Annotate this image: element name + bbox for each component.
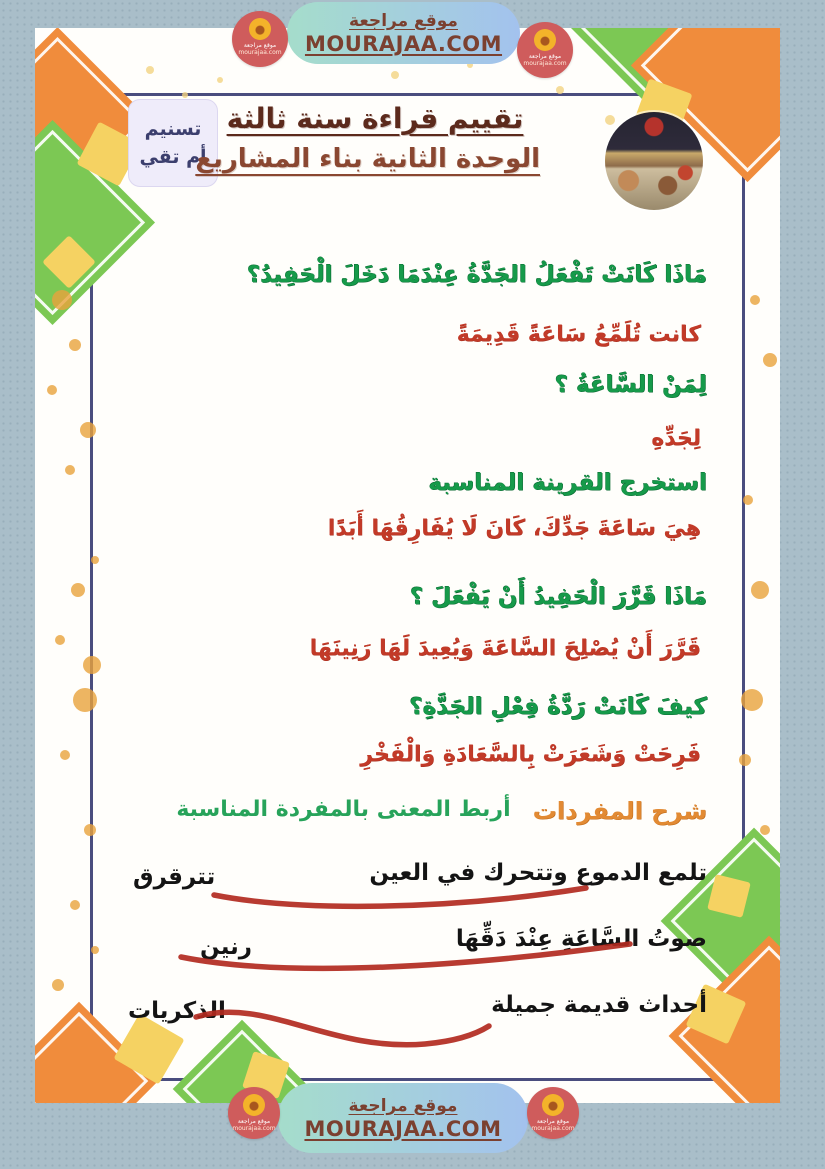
header-site-banner [287, 2, 520, 64]
answer-5: فَرِحَتْ وَشَعَرَتْ بِالسَّعَادَةِ وَالْفَخْرِ [360, 742, 701, 767]
vocab-section-instruction: أربط المعنى بالمفردة المناسبة [176, 797, 511, 822]
answer-1: كانت تُلَمِّعُ سَاعَةً قَدِيمَةً [456, 322, 701, 347]
mourajaa-logo [232, 11, 288, 67]
match-line-2 [181, 944, 630, 968]
logo-site-name: موقع مراجعة [536, 1118, 570, 1125]
student-name-line1: تسنيم [144, 117, 202, 140]
logo-domain: mourajaa.com [238, 48, 282, 56]
logo-site-name: موقع مراجعة [243, 42, 277, 49]
logo-site-name: موقع مراجعة [237, 1118, 271, 1125]
answer-2: لِجَدِّهِ [651, 426, 701, 451]
match-word-1: تترقرق [133, 864, 216, 890]
mourajaa-logo [228, 1087, 280, 1139]
match-line-3 [196, 1012, 489, 1045]
student-name-line2: أم تقي [139, 146, 207, 168]
mourajaa-logo [527, 1087, 579, 1139]
question-2: لِمَنْ السَّاعَةُ ؟ [554, 372, 707, 398]
logo-site-name: موقع مراجعة [528, 53, 562, 60]
match-line-1 [214, 888, 586, 906]
logo-domain: mourajaa.com [232, 1124, 276, 1132]
question-1: مَاذَا كَانَتْ تَفْعَلُ الجَدَّةُ عِنْدَمَا دَخَلَ الْحَفِيدُ؟ [246, 262, 707, 288]
logo-domain: mourajaa.com [531, 1124, 575, 1132]
page-title: تقييم قراءة سنة ثالثة [226, 102, 524, 135]
answer-4: قَرَّرَ أَنْ يُصْلِحَ السَّاعَةَ وَيُعِيدَ لَهَا رَنِينَهَا [309, 636, 701, 661]
match-meaning-3: أحداث قديمة جميلة [491, 992, 707, 1018]
header-site-name: موقع مراجعة [349, 10, 458, 31]
question-3: استخرج القرينة المناسبة [428, 470, 707, 496]
page-subtitle: الوحدة الثانية بناء المشاريع [195, 144, 540, 174]
footer-site-banner [278, 1083, 528, 1153]
match-word-2: رنين [200, 934, 252, 960]
vocab-section-heading: شرح المفردات [532, 797, 707, 825]
match-meaning-1: تلمع الدموع وتتحرك في العين [369, 860, 707, 886]
mourajaa-logo [517, 22, 573, 78]
header-site-domain[interactable]: MOURAJAA.COM [304, 31, 503, 56]
question-4: مَاذَا قَرَّرَ الْحَفِيدُ أَنْ يَفْعَلَ ؟ [409, 584, 707, 610]
answer-3: هِيَ سَاعَةَ جَدِّكَ، كَانَ لَا يُفَارِقُهَا أَبَدًا [327, 516, 701, 541]
logo-book-icon [243, 1094, 265, 1116]
match-word-3: الذكريات [128, 998, 226, 1024]
logo-book-icon [542, 1094, 564, 1116]
question-5: كيفَ كَانَتْ رَدَّةُ فِعْلِ الجَدَّةِ؟ [409, 694, 707, 720]
logo-book-icon [249, 18, 271, 40]
footer-site-domain[interactable]: MOURAJAA.COM [304, 1116, 502, 1141]
footer-site-name: موقع مراجعة [348, 1095, 458, 1116]
match-meaning-2: صوتُ السَّاعَةِ عِنْدَ دَقِّهَا [455, 926, 707, 952]
logo-book-icon [534, 29, 556, 51]
logo-domain: mourajaa.com [523, 59, 567, 67]
